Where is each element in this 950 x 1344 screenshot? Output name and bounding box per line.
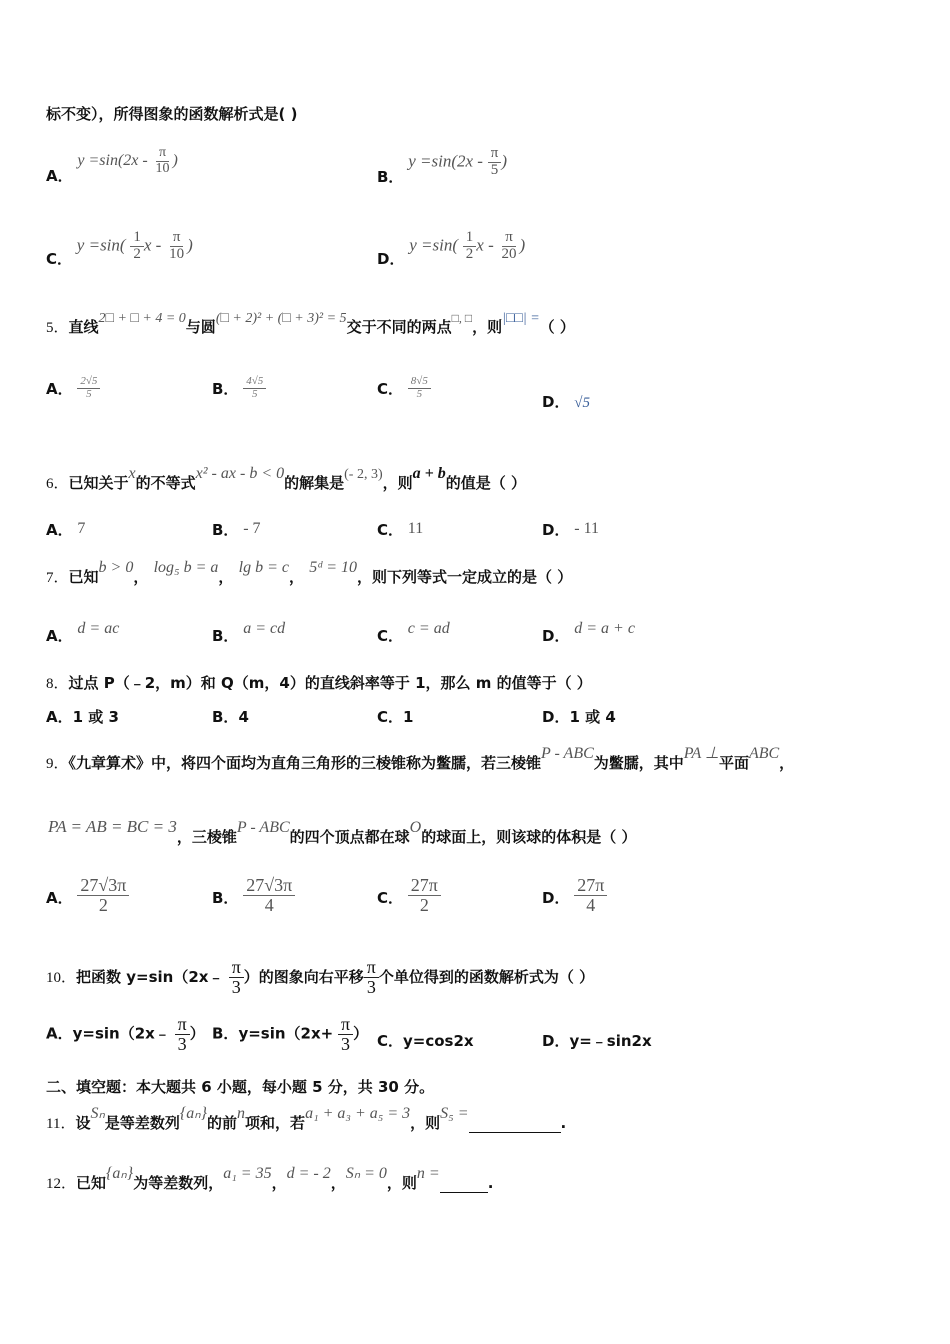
option-label: B． bbox=[212, 889, 239, 908]
math-expr: PA ⊥ bbox=[683, 745, 719, 762]
question-text: ，则 bbox=[410, 1114, 441, 1132]
option-label: C． bbox=[377, 380, 404, 399]
math-expr: PA = AB = BC = 3 bbox=[48, 817, 177, 836]
question-number: 10． bbox=[46, 969, 77, 986]
math-expr: P - ABC bbox=[541, 745, 594, 762]
math-expr: d = - 2 bbox=[286, 1165, 331, 1182]
numerator: 2√5 bbox=[77, 376, 100, 389]
fraction bbox=[499, 230, 520, 263]
q8-option-b[interactable] bbox=[212, 706, 249, 727]
option-label: B． bbox=[212, 380, 239, 399]
option-label: B． bbox=[212, 708, 239, 726]
option-math: x - bbox=[476, 235, 494, 255]
q7-option-c[interactable] bbox=[377, 620, 450, 646]
question-text: ， bbox=[288, 568, 304, 586]
question-text: 的值是（ ） bbox=[445, 474, 526, 492]
option-label: D． bbox=[542, 521, 570, 539]
q4-option-c[interactable] bbox=[46, 229, 193, 269]
q4-option-b[interactable] bbox=[377, 145, 507, 187]
fraction bbox=[574, 876, 607, 915]
math-expr: P - ABC bbox=[236, 819, 290, 836]
option-text: y=﹣sin2x bbox=[569, 1032, 652, 1050]
question-text: . bbox=[560, 1114, 567, 1132]
question-text: ，则下列等式一定成立的是（ ） bbox=[357, 568, 573, 586]
numerator: 27π bbox=[408, 876, 441, 896]
q9-option-d[interactable] bbox=[542, 876, 607, 915]
question-text: ， bbox=[271, 1174, 287, 1192]
numerator: 27√3π bbox=[77, 876, 129, 896]
math-expr: Sₙ = 0 bbox=[345, 1165, 387, 1182]
math-expr: b > 0 bbox=[98, 559, 134, 576]
question-text: 把函数 y=sin（2x﹣ bbox=[76, 967, 224, 986]
question-text: 与圆 bbox=[185, 318, 216, 336]
math-expr: {aₙ} bbox=[179, 1105, 208, 1122]
numerator: 4√5 bbox=[243, 376, 266, 389]
numerator: π bbox=[170, 230, 184, 247]
option-math: ) bbox=[172, 152, 178, 170]
math-expr: ABC bbox=[748, 745, 780, 762]
question-text: （ ） bbox=[539, 318, 575, 336]
option-label: A． bbox=[46, 521, 73, 539]
question-number: 5． bbox=[46, 320, 69, 336]
math-expr: n = bbox=[416, 1165, 440, 1182]
option-math: d = ac bbox=[77, 620, 120, 637]
denominator: 5 bbox=[416, 387, 423, 400]
q8-option-d[interactable] bbox=[542, 706, 616, 727]
question-text: ，则 bbox=[382, 474, 413, 492]
option-label: C． bbox=[46, 250, 73, 269]
math-expr: x² - ax - b < 0 bbox=[195, 465, 285, 482]
fraction bbox=[243, 876, 295, 915]
option-math: y =sin(2x - bbox=[408, 151, 483, 171]
math-expr: (- 2, 3) bbox=[344, 467, 383, 482]
question-text: 设 bbox=[75, 1114, 91, 1132]
math-expr: n bbox=[237, 1105, 246, 1122]
fraction bbox=[488, 146, 502, 179]
math-expr: (□ + 2)² + (□ + 3)² = 5 bbox=[215, 311, 347, 326]
math-expr: 5ᵈ = 10 bbox=[309, 559, 357, 576]
q5-option-a[interactable] bbox=[46, 376, 100, 400]
q10-option-d[interactable] bbox=[542, 1030, 652, 1051]
question-text: ， bbox=[330, 1174, 346, 1192]
numerator: 27π bbox=[574, 876, 607, 896]
q6-option-c[interactable] bbox=[377, 519, 423, 540]
q4-option-d[interactable] bbox=[377, 229, 526, 269]
q6-option-a[interactable] bbox=[46, 519, 85, 540]
denominator: 3 bbox=[341, 1033, 351, 1054]
option-math: y =sin(2x - bbox=[77, 152, 148, 170]
math-expr: x bbox=[128, 465, 136, 482]
numerator: 8√5 bbox=[408, 376, 431, 389]
question-text: 直线 bbox=[68, 318, 99, 336]
question-8 bbox=[46, 672, 592, 693]
question-text: 交于不同的两点 bbox=[346, 318, 452, 336]
question-4-fragment: 标不变），所得图象的函数解析式是( ) bbox=[46, 105, 298, 123]
numerator: π bbox=[229, 958, 244, 978]
q8-option-a[interactable] bbox=[46, 706, 119, 727]
numerator: π bbox=[364, 958, 379, 978]
option-label: D． bbox=[542, 889, 570, 908]
question-6 bbox=[46, 465, 526, 493]
question-text: ， bbox=[133, 568, 149, 586]
question-number: 8． bbox=[46, 676, 69, 692]
question-number: 11． bbox=[46, 1116, 76, 1132]
denominator: 3 bbox=[366, 976, 376, 997]
option-math: 11 bbox=[407, 520, 424, 537]
q10-option-a[interactable] bbox=[46, 1015, 205, 1054]
option-math: y =sin( bbox=[409, 235, 459, 255]
math-expr: O bbox=[409, 819, 422, 836]
option-label: D． bbox=[542, 1032, 570, 1050]
question-text: 平面 bbox=[718, 754, 749, 772]
math-expr: 2□ + □ + 4 = 0 bbox=[98, 311, 186, 326]
q5-option-c[interactable] bbox=[377, 376, 431, 400]
denominator: 10 bbox=[155, 160, 170, 176]
denominator: 20 bbox=[501, 245, 517, 262]
option-label: D． bbox=[542, 393, 570, 411]
question-text: ， bbox=[218, 568, 234, 586]
fraction bbox=[408, 876, 441, 915]
question-text: 已知 bbox=[76, 1174, 107, 1192]
question-text: ，则 bbox=[386, 1174, 417, 1192]
q10-option-c[interactable] bbox=[377, 1030, 474, 1051]
option-math: a = cd bbox=[243, 620, 286, 637]
fraction bbox=[364, 958, 379, 997]
question-9-line-1 bbox=[46, 745, 795, 773]
option-text: ） bbox=[353, 1024, 369, 1043]
fraction bbox=[229, 958, 244, 997]
question-text: 的球面上，则该球的体积是（ ） bbox=[421, 828, 637, 846]
question-number: 9． bbox=[46, 756, 69, 772]
q5-option-b[interactable] bbox=[212, 376, 266, 400]
question-number: 6． bbox=[46, 476, 69, 492]
denominator: 5 bbox=[86, 387, 92, 400]
question-12 bbox=[46, 1165, 494, 1193]
numerator: π bbox=[488, 146, 502, 163]
numerator: π bbox=[156, 146, 169, 162]
denominator: 4 bbox=[264, 894, 274, 915]
numerator: 27√3π bbox=[243, 876, 295, 896]
question-7 bbox=[46, 559, 573, 587]
q10-option-b[interactable] bbox=[212, 1015, 368, 1054]
numerator: π bbox=[338, 1015, 353, 1035]
option-label: A． bbox=[46, 1024, 73, 1043]
q4-option-a[interactable] bbox=[46, 145, 178, 186]
denominator: 4 bbox=[586, 894, 596, 915]
fraction bbox=[77, 876, 129, 915]
question-number: 7． bbox=[46, 570, 69, 586]
math-expr: a₁ + a₃ + a₅ = 3 bbox=[305, 1105, 411, 1122]
option-label: C． bbox=[377, 889, 404, 908]
section-heading: 二、填空题：本大题共 6 小题，每小题 5 分，共 30 分。 bbox=[46, 1078, 435, 1096]
question-text: 过点 P（﹣2，m）和 Q（m，4）的直线斜率等于 1，那么 m 的值等于（ ） bbox=[68, 674, 592, 692]
question-text: ，则 bbox=[472, 318, 503, 336]
option-label: C． bbox=[377, 708, 404, 726]
option-math: ) bbox=[501, 151, 507, 171]
option-text: 1 或 3 bbox=[72, 708, 119, 726]
option-label: A． bbox=[46, 708, 73, 726]
option-text: y=cos2x bbox=[403, 1032, 474, 1050]
option-label: D． bbox=[542, 708, 570, 726]
question-text: 是等差数列 bbox=[104, 1114, 180, 1132]
question-text: ， bbox=[779, 754, 795, 772]
option-math: √5 bbox=[574, 395, 590, 411]
option-math: d = a + c bbox=[574, 620, 635, 637]
option-math: x - bbox=[143, 235, 162, 255]
denominator: 10 bbox=[169, 245, 185, 262]
fraction bbox=[77, 376, 100, 400]
question-text: 已知 bbox=[68, 568, 99, 586]
option-text: y=sin（2x﹣ bbox=[72, 1024, 170, 1043]
answer-blank[interactable] bbox=[469, 1118, 561, 1133]
math-expr: a + b bbox=[412, 465, 446, 482]
option-label: A． bbox=[46, 627, 73, 645]
denominator: 2 bbox=[133, 245, 141, 262]
option-math: ) bbox=[519, 235, 526, 255]
option-label: A． bbox=[46, 889, 73, 908]
option-text: 4 bbox=[238, 708, 249, 726]
question-text: 为鳖臑，其中 bbox=[593, 754, 684, 772]
option-label: C． bbox=[377, 521, 404, 539]
option-label: D． bbox=[377, 250, 405, 269]
option-text: 1 或 4 bbox=[569, 708, 616, 726]
denominator: 3 bbox=[231, 976, 241, 997]
question-5 bbox=[46, 311, 575, 337]
answer-blank[interactable] bbox=[440, 1178, 488, 1193]
question-text: 项和，若 bbox=[245, 1114, 306, 1132]
question-text: 为等差数列， bbox=[133, 1174, 224, 1192]
denominator: 3 bbox=[177, 1033, 187, 1054]
question-11 bbox=[46, 1105, 567, 1133]
option-label: B． bbox=[212, 521, 239, 539]
option-math: 7 bbox=[77, 520, 86, 537]
q9-option-b[interactable] bbox=[212, 876, 295, 915]
fraction bbox=[243, 376, 266, 400]
math-expr: Sₙ bbox=[90, 1105, 105, 1122]
q6-option-d[interactable] bbox=[542, 519, 599, 540]
question-number: 12． bbox=[46, 1176, 77, 1192]
numerator: π bbox=[175, 1015, 190, 1035]
option-label: B． bbox=[377, 168, 404, 187]
option-label: B． bbox=[212, 1024, 239, 1043]
math-expr: {aₙ} bbox=[106, 1165, 134, 1182]
fraction bbox=[175, 1015, 190, 1054]
math-expr: a₁ = 35 bbox=[223, 1165, 272, 1182]
q8-option-c[interactable] bbox=[377, 706, 413, 727]
fraction bbox=[153, 146, 173, 176]
question-9-line-2 bbox=[48, 817, 637, 847]
question-text: 的不等式 bbox=[135, 474, 196, 492]
option-label: A． bbox=[46, 167, 73, 186]
option-text: y=sin（2x+ bbox=[238, 1024, 334, 1043]
option-label: C． bbox=[377, 627, 404, 645]
question-text: 的解集是 bbox=[284, 474, 345, 492]
option-label: B． bbox=[212, 627, 239, 645]
fraction bbox=[130, 230, 144, 263]
denominator: 2 bbox=[98, 894, 108, 915]
option-math: y =sin( bbox=[76, 235, 126, 255]
option-math: - 7 bbox=[243, 520, 261, 537]
question-text: 已知关于 bbox=[68, 474, 129, 492]
fraction bbox=[408, 376, 431, 400]
fraction bbox=[338, 1015, 353, 1054]
fraction bbox=[166, 230, 187, 263]
denominator: 5 bbox=[490, 161, 499, 178]
option-label: D． bbox=[542, 627, 570, 645]
math-expr: S₅ = bbox=[440, 1105, 469, 1122]
numerator: 1 bbox=[130, 230, 144, 247]
q7-option-d[interactable] bbox=[542, 620, 635, 646]
math-expr: |□□| = bbox=[502, 311, 540, 326]
option-math: c = ad bbox=[407, 620, 450, 637]
option-label: A． bbox=[46, 380, 73, 399]
denominator: 5 bbox=[251, 387, 258, 400]
option-label: C． bbox=[377, 1032, 404, 1050]
question-text: 的四个顶点都在球 bbox=[289, 828, 410, 846]
option-math: - 11 bbox=[574, 520, 599, 537]
numerator: 1 bbox=[463, 230, 477, 247]
q7-option-b[interactable] bbox=[212, 620, 286, 646]
q6-option-b[interactable] bbox=[212, 519, 261, 540]
fraction bbox=[463, 230, 477, 263]
option-math: ) bbox=[187, 235, 193, 255]
denominator: 2 bbox=[465, 245, 474, 262]
q7-option-a[interactable] bbox=[46, 620, 120, 646]
question-text: . bbox=[487, 1174, 494, 1192]
math-expr: lg b = c bbox=[238, 559, 289, 576]
question-text: ，三棱锥 bbox=[176, 828, 237, 846]
question-text: 个单位得到的函数解析式为（ ） bbox=[378, 967, 595, 986]
q9-option-c[interactable] bbox=[377, 876, 441, 915]
math-expr: log₅ b = a bbox=[153, 559, 219, 576]
question-10 bbox=[46, 958, 594, 997]
option-text: 1 bbox=[403, 708, 414, 726]
numerator: π bbox=[502, 230, 516, 247]
math-expr: □, □ bbox=[451, 311, 473, 325]
denominator: 2 bbox=[419, 894, 429, 915]
question-text: 的前 bbox=[207, 1114, 238, 1132]
q9-option-a[interactable] bbox=[46, 876, 129, 915]
question-text: 《九章算术》中，将四个面均为直角三角形的三棱锥称为鳖臑，若三棱锥 bbox=[68, 754, 542, 772]
q5-option-d[interactable] bbox=[542, 391, 590, 412]
question-text: ）的图象向右平移 bbox=[243, 967, 364, 986]
option-text: ） bbox=[189, 1024, 205, 1043]
